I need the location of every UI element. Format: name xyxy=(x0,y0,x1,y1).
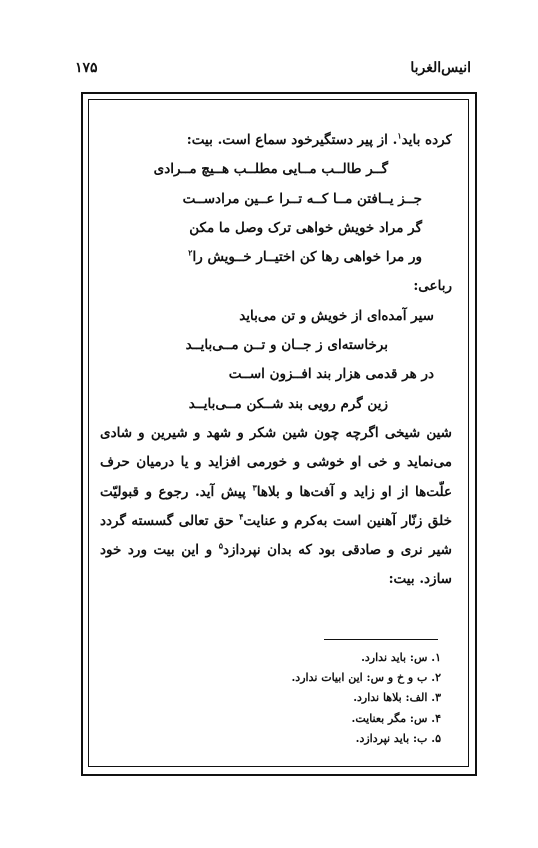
section-label: رباعی: xyxy=(413,278,452,295)
footnote-ref: ۳ xyxy=(252,482,257,493)
footnote-ref: ۵ xyxy=(218,540,223,551)
running-title: انیس‌الغربا xyxy=(410,60,471,76)
footnote-item: ۲. ب و خ و س: این ابیات ندارد. xyxy=(291,671,441,685)
prose-line: خلق زنّار آهنین است به‌کرم و عنایت$^۴$ حق تعالی گسسته گردد xyxy=(100,511,452,529)
prose-line: علّت‌ها از او زاید و آفت‌ها و بلاها$^۳$ پیش آید. رجوع و قبولیّت xyxy=(100,482,452,500)
footnote-item: ۳. الف: بلاها ندارد. xyxy=(353,691,441,705)
prose-line: شین شیخی اگرچه چون شین شکر و شهد و شیرین و شادی xyxy=(100,424,452,441)
footnote-separator xyxy=(324,639,438,640)
verse-line: زین گرم رویی بند شــکن مــی‌بایــد xyxy=(188,395,388,412)
verse-line: ور مرا خواهی رها کن اختیــار خــویش را$^۲$ xyxy=(188,247,422,266)
footnote-ref: ۴ xyxy=(239,511,244,522)
footnotes xyxy=(141,648,441,749)
verse-line: برخاسته‌ای ز جــان و تــن مــی‌بایــد xyxy=(185,337,388,354)
prose-line: می‌نماید و خی او خوشی و خورمی افزاید و یا درمیان حرف xyxy=(100,454,452,471)
verse-line: سیر آمده‌ای از خویش و تن می‌باید xyxy=(239,307,434,324)
prose-line: سازد. بیت: xyxy=(388,571,452,588)
verse-line: جــز یــافتن مــا کــه تــرا عــین مرادســت xyxy=(182,190,422,207)
prose-line: شیر نری و صادقی بود که بدان نپردازد$^۵$ و این بیت ورد خود xyxy=(100,540,452,559)
main-text xyxy=(100,126,452,595)
verse-line: در هر قدمی هزار بند افــزون اســت xyxy=(228,366,434,383)
footnote-ref: ۲ xyxy=(188,247,193,258)
footnote-item: ۱. س: باید ندارد. xyxy=(361,651,441,664)
text-line: کرده باید$^۱$. از پیر دستگیرخود سماع است. بیت: xyxy=(186,130,452,148)
verse-line: گر مراد خویش خواهی ترک وصل ما مکن xyxy=(189,219,422,236)
footnote-ref: ۱ xyxy=(397,130,402,141)
page-header xyxy=(75,60,471,86)
page-number: ۱۷۵ xyxy=(75,60,98,76)
footnote-item: ۴. س: مگر بعنایت. xyxy=(351,711,441,725)
verse-line: گــر طالــب مــایی مطلــب هــیچ مــرادی xyxy=(153,161,388,178)
footnote-item: ۵. ب: باید نپردازد. xyxy=(355,731,441,745)
